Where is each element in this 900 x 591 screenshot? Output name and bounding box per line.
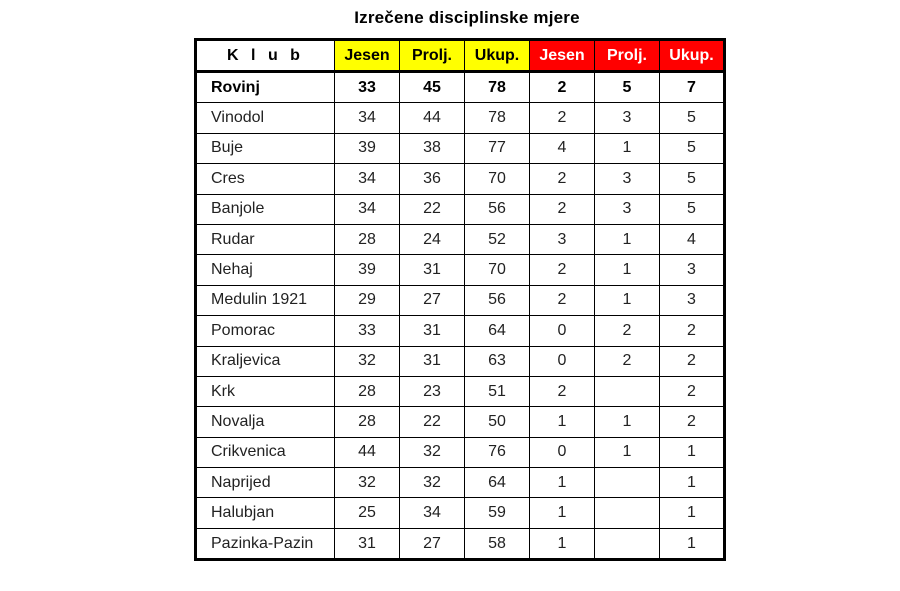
cell-red-ukupno: 5 — [660, 194, 725, 224]
cell-yellow-proljece: 31 — [400, 346, 465, 376]
table-row — [196, 164, 725, 194]
table-row — [196, 346, 725, 376]
cell-club-name: Novalja — [196, 407, 335, 437]
cell-red-jesen: 0 — [530, 437, 595, 467]
cell-yellow-jesen: 39 — [335, 255, 400, 285]
cell-club-name: Kraljevica — [196, 346, 335, 376]
cell-red-ukupno: 5 — [660, 133, 725, 163]
cell-club-name: Krk — [196, 376, 335, 406]
table-row — [196, 103, 725, 133]
cell-red-proljece: 1 — [595, 133, 660, 163]
cell-red-proljece: 2 — [595, 346, 660, 376]
cell-yellow-ukupno: 56 — [465, 194, 530, 224]
cell-yellow-proljece: 23 — [400, 376, 465, 406]
cell-red-proljece: 1 — [595, 285, 660, 315]
table-row — [196, 255, 725, 285]
table-row — [196, 72, 725, 103]
cell-yellow-proljece: 32 — [400, 437, 465, 467]
cell-club-name: Crikvenica — [196, 437, 335, 467]
cell-red-proljece — [595, 376, 660, 406]
cell-yellow-jesen: 31 — [335, 528, 400, 559]
table-row — [196, 498, 725, 528]
cell-yellow-proljece: 36 — [400, 164, 465, 194]
cell-red-jesen: 0 — [530, 316, 595, 346]
table-row — [196, 224, 725, 254]
cell-red-ukupno: 1 — [660, 528, 725, 559]
cell-red-proljece: 5 — [595, 72, 660, 103]
cell-yellow-jesen: 32 — [335, 468, 400, 498]
cell-yellow-ukupno: 64 — [465, 316, 530, 346]
cell-red-ukupno: 2 — [660, 346, 725, 376]
cell-red-jesen: 3 — [530, 224, 595, 254]
cell-club-name: Naprijed — [196, 468, 335, 498]
cell-yellow-ukupno: 78 — [465, 103, 530, 133]
cell-yellow-ukupno: 70 — [465, 255, 530, 285]
cell-yellow-ukupno: 64 — [465, 468, 530, 498]
cell-club-name: Medulin 1921 — [196, 285, 335, 315]
cell-red-proljece: 3 — [595, 194, 660, 224]
cell-yellow-jesen: 28 — [335, 407, 400, 437]
table-row — [196, 407, 725, 437]
cell-red-ukupno: 2 — [660, 376, 725, 406]
header-red-proljece: Prolj. — [595, 40, 660, 72]
cell-red-jesen: 1 — [530, 407, 595, 437]
cell-red-ukupno: 3 — [660, 285, 725, 315]
cell-red-jesen: 2 — [530, 103, 595, 133]
cell-yellow-ukupno: 50 — [465, 407, 530, 437]
table-row — [196, 468, 725, 498]
cell-yellow-ukupno: 77 — [465, 133, 530, 163]
table-row — [196, 376, 725, 406]
cell-red-ukupno: 2 — [660, 407, 725, 437]
cell-red-proljece: 1 — [595, 407, 660, 437]
cell-yellow-jesen: 32 — [335, 346, 400, 376]
cell-club-name: Buje — [196, 133, 335, 163]
cell-club-name: Vinodol — [196, 103, 335, 133]
cell-yellow-proljece: 22 — [400, 194, 465, 224]
cell-yellow-proljece: 38 — [400, 133, 465, 163]
page-title: Izrečene disciplinske mjere — [354, 8, 580, 27]
cell-red-jesen: 1 — [530, 468, 595, 498]
cell-yellow-jesen: 34 — [335, 164, 400, 194]
cell-yellow-proljece: 44 — [400, 103, 465, 133]
cell-yellow-proljece: 34 — [400, 498, 465, 528]
cell-yellow-ukupno: 51 — [465, 376, 530, 406]
cell-red-proljece: 1 — [595, 255, 660, 285]
cell-red-ukupno: 3 — [660, 255, 725, 285]
cell-red-proljece: 1 — [595, 437, 660, 467]
cell-red-jesen: 2 — [530, 194, 595, 224]
cell-yellow-jesen: 44 — [335, 437, 400, 467]
cell-red-proljece: 1 — [595, 224, 660, 254]
cell-yellow-proljece: 32 — [400, 468, 465, 498]
cell-red-ukupno: 1 — [660, 498, 725, 528]
cell-club-name: Pazinka-Pazin — [196, 528, 335, 559]
cell-yellow-proljece: 24 — [400, 224, 465, 254]
cell-red-jesen: 1 — [530, 528, 595, 559]
cell-club-name: Halubjan — [196, 498, 335, 528]
table-row — [196, 285, 725, 315]
cell-yellow-proljece: 45 — [400, 72, 465, 103]
header-red-ukupno: Ukup. — [660, 40, 725, 72]
cell-red-ukupno: 7 — [660, 72, 725, 103]
cell-red-proljece — [595, 468, 660, 498]
header-red-jesen: Jesen — [530, 40, 595, 72]
header-yellow-proljece: Prolj. — [400, 40, 465, 72]
cell-yellow-proljece: 31 — [400, 316, 465, 346]
cell-red-jesen: 0 — [530, 346, 595, 376]
table-body — [196, 72, 725, 560]
cell-yellow-ukupno: 63 — [465, 346, 530, 376]
cell-red-jesen: 2 — [530, 164, 595, 194]
header-yellow-jesen: Jesen — [335, 40, 400, 72]
cell-yellow-ukupno: 59 — [465, 498, 530, 528]
table-row — [196, 437, 725, 467]
cell-yellow-ukupno: 52 — [465, 224, 530, 254]
cell-club-name: Banjole — [196, 194, 335, 224]
cell-yellow-jesen: 39 — [335, 133, 400, 163]
cell-yellow-proljece: 27 — [400, 285, 465, 315]
cell-red-ukupno: 1 — [660, 468, 725, 498]
cell-red-proljece: 3 — [595, 164, 660, 194]
cell-club-name: Nehaj — [196, 255, 335, 285]
cell-yellow-proljece: 31 — [400, 255, 465, 285]
header-klub: K l u b — [196, 40, 335, 72]
table-row — [196, 133, 725, 163]
cell-red-proljece — [595, 528, 660, 559]
cell-red-ukupno: 1 — [660, 437, 725, 467]
table-row — [196, 528, 725, 559]
disciplinary-table — [194, 38, 726, 561]
cell-red-ukupno: 4 — [660, 224, 725, 254]
cell-yellow-ukupno: 78 — [465, 72, 530, 103]
cell-club-name: Rovinj — [196, 72, 335, 103]
cell-yellow-ukupno: 70 — [465, 164, 530, 194]
cell-yellow-ukupno: 56 — [465, 285, 530, 315]
cell-red-proljece: 2 — [595, 316, 660, 346]
cell-red-ukupno: 5 — [660, 103, 725, 133]
cell-yellow-jesen: 33 — [335, 316, 400, 346]
cell-club-name: Pomorac — [196, 316, 335, 346]
cell-yellow-jesen: 29 — [335, 285, 400, 315]
cell-club-name: Rudar — [196, 224, 335, 254]
cell-club-name: Cres — [196, 164, 335, 194]
cell-red-ukupno: 5 — [660, 164, 725, 194]
cell-yellow-jesen: 28 — [335, 376, 400, 406]
cell-yellow-proljece: 27 — [400, 528, 465, 559]
cell-red-jesen: 1 — [530, 498, 595, 528]
header-row — [196, 40, 725, 72]
cell-red-jesen: 2 — [530, 285, 595, 315]
cell-yellow-jesen: 34 — [335, 194, 400, 224]
cell-yellow-ukupno: 58 — [465, 528, 530, 559]
table-row — [196, 194, 725, 224]
cell-yellow-jesen: 34 — [335, 103, 400, 133]
cell-red-jesen: 2 — [530, 376, 595, 406]
cell-yellow-jesen: 25 — [335, 498, 400, 528]
header-yellow-ukupno: Ukup. — [465, 40, 530, 72]
cell-red-proljece — [595, 498, 660, 528]
cell-yellow-proljece: 22 — [400, 407, 465, 437]
cell-yellow-ukupno: 76 — [465, 437, 530, 467]
cell-red-proljece: 3 — [595, 103, 660, 133]
cell-red-jesen: 2 — [530, 255, 595, 285]
cell-red-jesen: 2 — [530, 72, 595, 103]
table-row — [196, 316, 725, 346]
cell-red-ukupno: 2 — [660, 316, 725, 346]
cell-yellow-jesen: 28 — [335, 224, 400, 254]
cell-yellow-jesen: 33 — [335, 72, 400, 103]
cell-red-jesen: 4 — [530, 133, 595, 163]
